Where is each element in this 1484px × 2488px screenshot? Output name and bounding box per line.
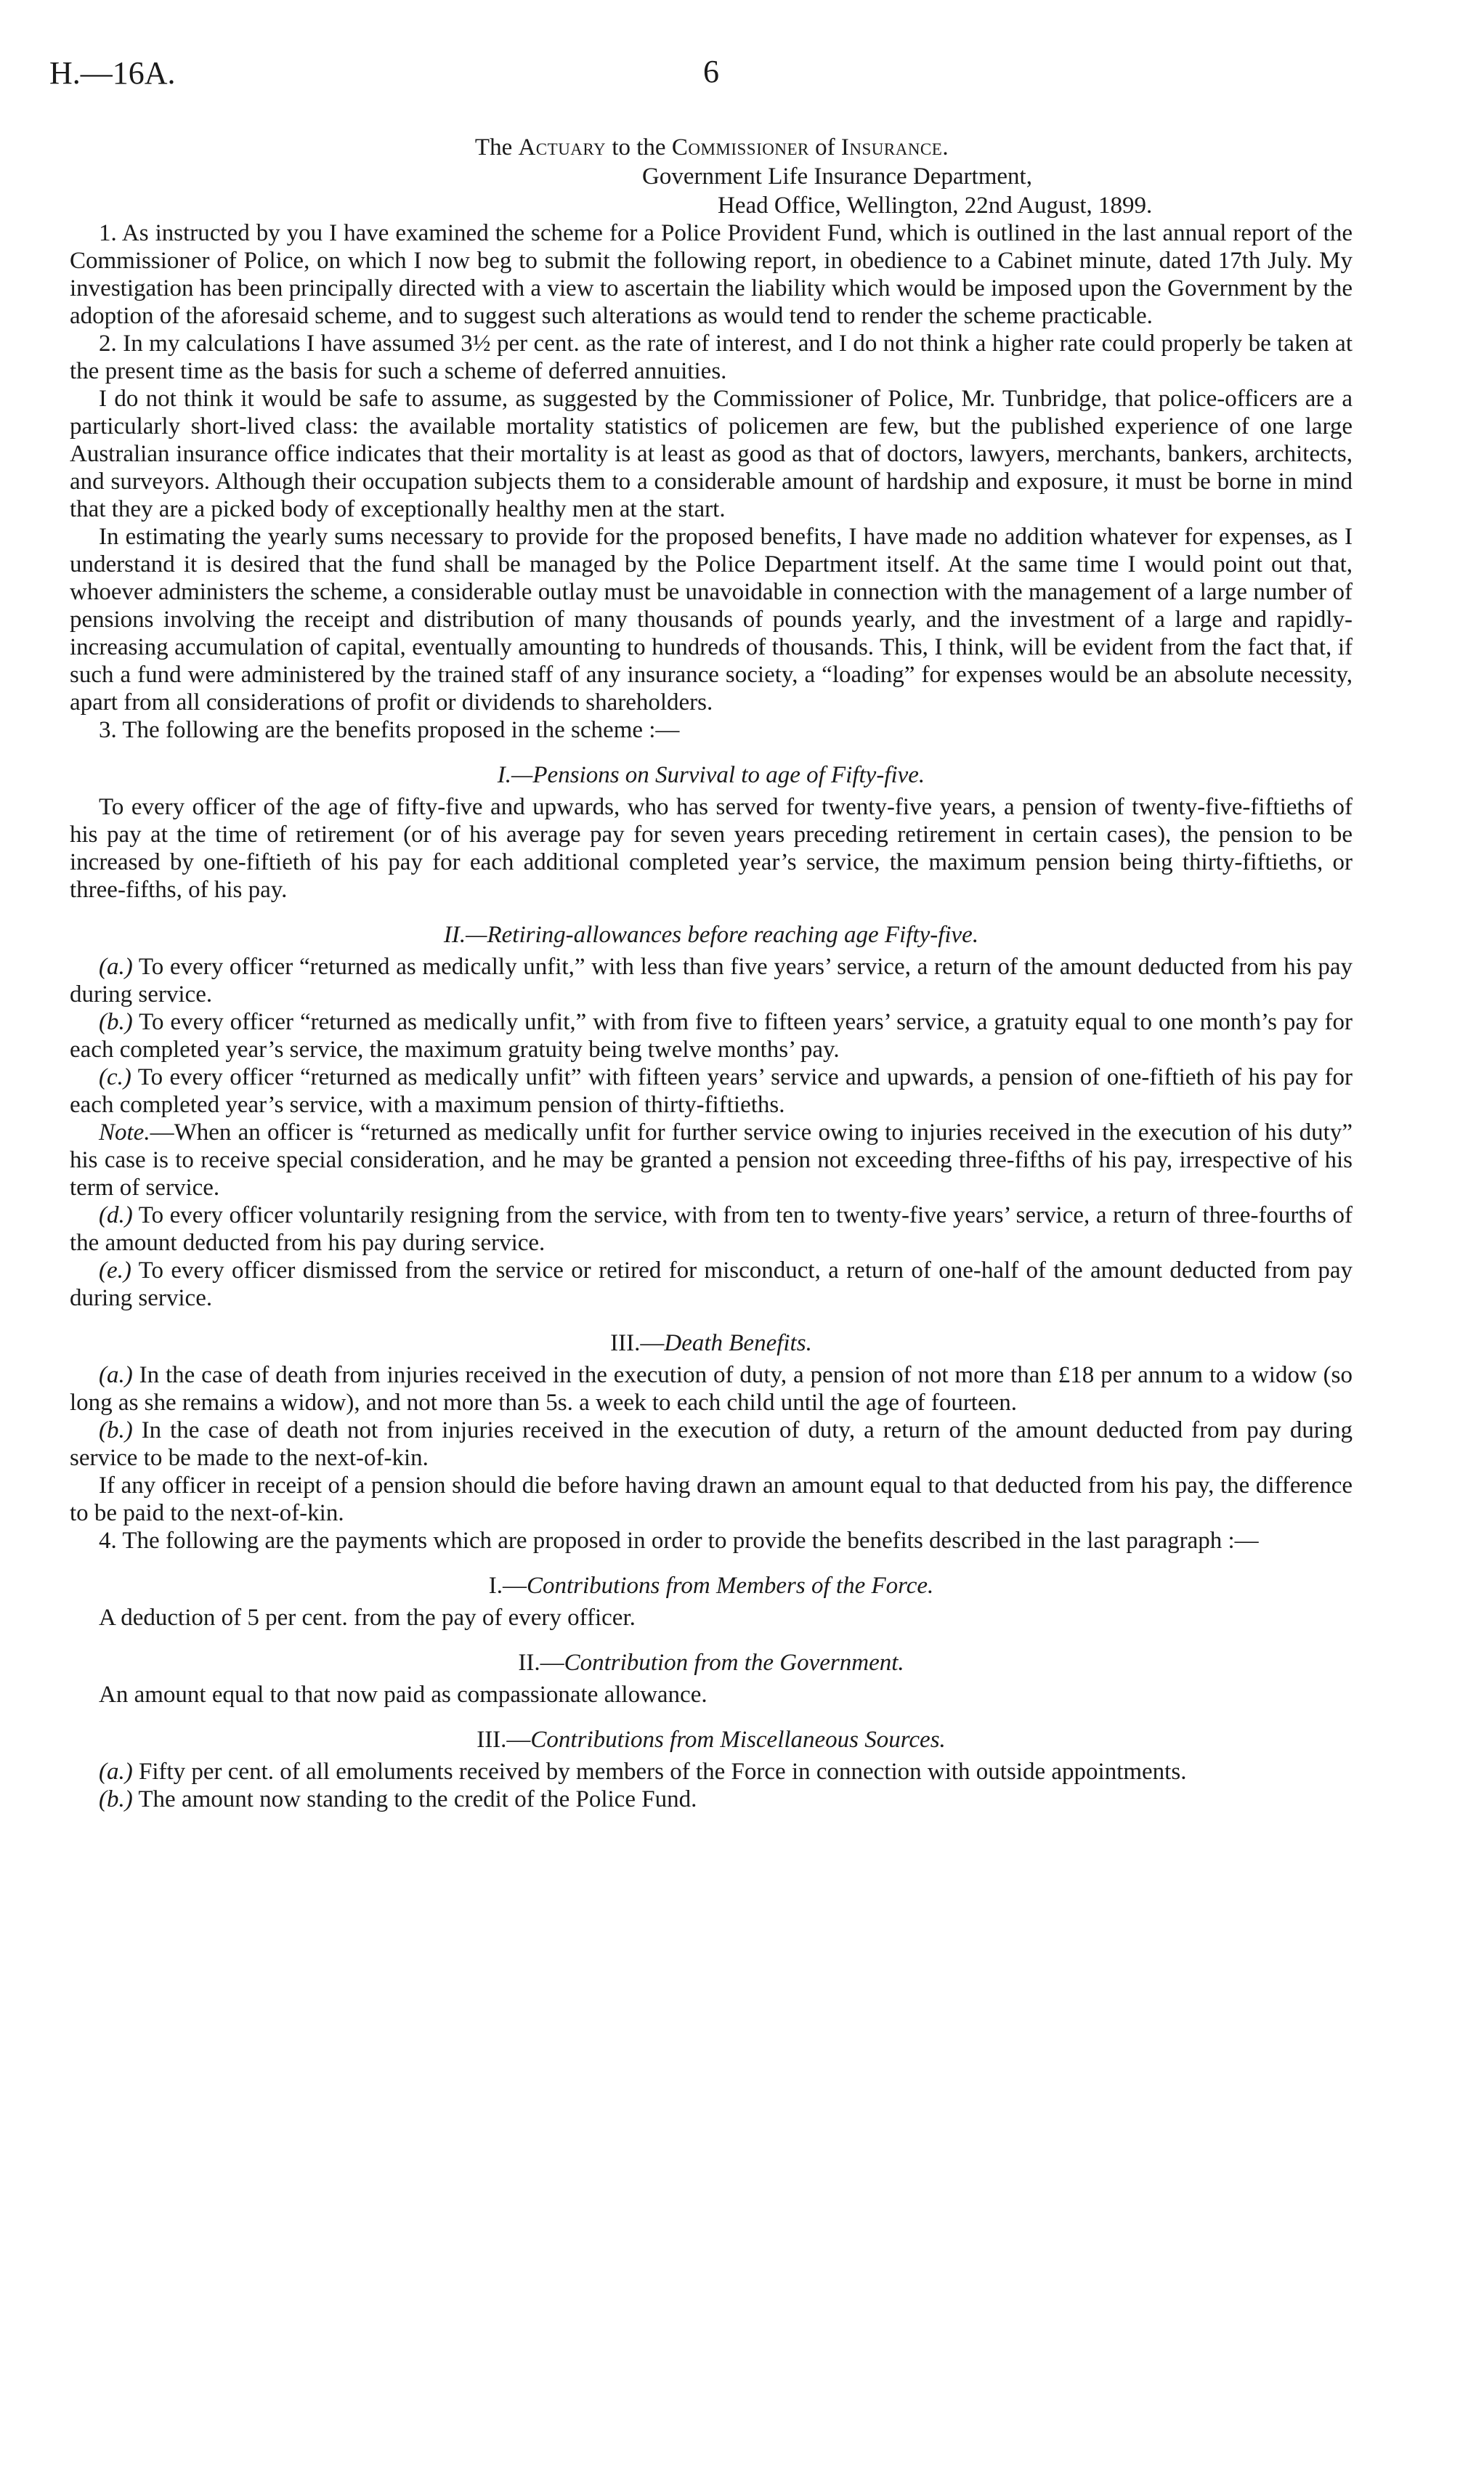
contrib-misc-item-b: (b.) The amount now standing to the credit of the Police Fund. [99,1786,697,1812]
pensions-text: To every officer of the age of fifty-five and upwards, who has served for twenty-five years, a pension of twenty-five-fiftieths of his pay at the time of retirement (or of his average pay for seven years preceding retirement in certain cases), the pension to be increased by one-fiftieth of his pay for each additional completed year’s service, the maximum pension being thirty-fiftieths, or three-fifths, of his pay. [70,794,1353,903]
retiring-note: Note.—When an officer is “returned as medically unfit for further service owing to injuries received in the execution of his duty” his case is to receive special consideration, and he may be granted a pension not exceeding three-fifths of his pay, irrespective of his term of service. [70,1119,1353,1201]
death-extra: If any officer in receipt of a pension should die before having drawn an amount equal to that deducted from his pay, the difference to be paid to the next-of-kin. [70,1472,1353,1526]
paragraph-3: I do not think it would be safe to assume, as suggested by the Commissioner of Police, Mr. Tunbridge, that police-officers are a particularly short-lived class: the available mortality statistics of policemen are few, but the published experience of one large Australian insurance office indicates that their mortality is at least as good as that of doctors, lawyers, merchants, bankers, architects, and surveyors. Although their occupation subjects them to a considerable amount of hardship and exposure, it must be borne in mind that they are a picked body of exceptionally healthy men at the start. [70,386,1353,522]
paragraph-6: 4. The following are the payments which are proposed in order to provide the benefits described in the last paragraph :— [99,1528,1259,1554]
paragraph-5: 3. The following are the benefits proposed in the scheme :— [99,717,680,743]
section-heading-pensions: I.—Pensions on Survival to age of Fifty-five. [497,762,925,788]
retiring-item-e: (e.) To every officer dismissed from the service or retired for misconduct, a return of one-half of the amount deducted from pay during service. [70,1257,1353,1311]
paragraph-4: In estimating the yearly sums necessary to provide for the proposed benefits, I have made no addition whatever for expenses, as I understand it is desired that the fund shall be managed by the Police Department itself. At the same time I would point out that, whoever administers the scheme, a considerable outlay must be unavoidable in connection with the management of a large number of pensions involving the receipt and distribution of many thousands of pounds yearly, and the investment of a large and rapidly-increasing accumulation of capital, eventually amounting to hundreds of thousands. This, I think, will be evident from the fact that, if such a fund were administered by the trained staff of any insurance society, a “loading” for expenses would be an absolute necessity, apart from all considerations of profit or dividends to shareholders. [70,524,1353,716]
retiring-item-d: (d.) To every officer voluntarily resigning from the service, with from ten to twenty-five years’ service, a return of three-fourths of the amount deducted from his pay during service. [70,1202,1353,1256]
page-number: 6 [703,54,719,89]
contrib-misc-item-a: (a.) Fifty per cent. of all emoluments received by members of the Force in connection with outside appointments. [99,1759,1187,1785]
section-heading-contrib-government: II.—Contribution from the Government. [518,1650,904,1676]
paragraph-1: 1. As instructed by you I have examined the scheme for a Police Provident Fund, which is outlined in the last annual report of the Commissioner of Police, on which I now beg to submit the following report, in obedience to a Cabinet minute, dated 17th July. My investigation has been principally directed with a view to ascertain the liability which would be imposed upon the Government by the adoption of the aforesaid scheme, and to suggest such alterations as would tend to render the scheme practicable. [70,220,1353,329]
retiring-item-a: (a.) To every officer “returned as medically unfit,” with less than five years’ service, a return of the amount deducted from his pay during service. [70,954,1353,1008]
section-heading-contrib-misc: III.—Contributions from Miscellaneous Sources. [477,1727,946,1753]
section-heading-death: III.—Death Benefits. [610,1330,812,1356]
death-item-b: (b.) In the case of death not from injuries received in the execution of duty, a return of the amount deducted from pay during service to be made to the next-of-kin. [70,1417,1353,1471]
contrib-government-text: An amount equal to that now paid as compassionate allowance. [99,1682,707,1708]
retiring-item-c: (c.) To every officer “returned as medically unfit” with fifteen years’ service and upwards, a pension of one-fiftieth of his pay for each completed year’s service, with a maximum pension of thirty-fiftieths. [70,1064,1353,1118]
letter-body [70,219,1353,1813]
death-item-a: (a.) In the case of death from injuries received in the execution of duty, a pension of not more than £18 per annum to a widow (so long as she remains a widow), and not more than 5s. a week to each child until the age of fourteen. [70,1362,1353,1416]
section-heading-retiring: II.—Retiring-allowances before reaching age Fifty-five. [443,922,979,948]
retiring-item-b: (b.) To every officer “returned as medically unfit,” with from five to fifteen years’ service, a gratuity equal to one month’s pay for each completed year’s service, the maximum gratuity being twelve months’ pay. [70,1009,1353,1063]
document-code: H.—16A. [49,55,176,91]
letter-title: The Actuary to the Commissioner of Insurance. [474,134,949,161]
contrib-members-text: A deduction of 5 per cent. from the pay of every officer. [99,1605,636,1631]
address-line-2: Head Office, Wellington, 22nd August, 1899. [718,193,1153,219]
section-heading-contrib-members: I.—Contributions from Members of the Force. [488,1573,934,1599]
address-line-1: Government Life Insurance Department, [642,163,1032,190]
paragraph-2: 2. In my calculations I have assumed 3½ per cent. as the rate of interest, and I do not think a higher rate could properly be taken at the present time as the basis for such a scheme of deferred annuities. [70,331,1353,384]
